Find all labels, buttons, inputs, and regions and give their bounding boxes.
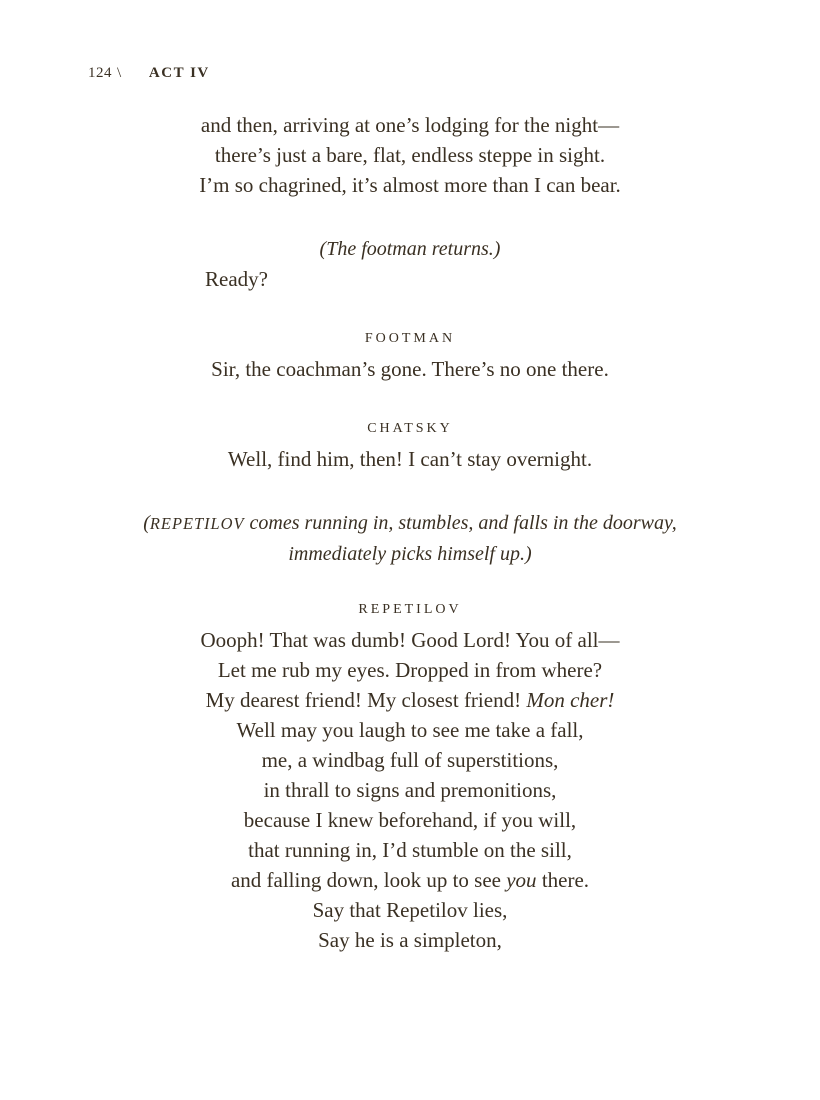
text-segment: because I knew beforehand, if you will, — [243, 808, 577, 832]
stage-line — [0, 234, 820, 264]
stage-direction-repetilov-enters — [0, 508, 820, 569]
text-segment: Well, find him, then! I can’t stay overnight. — [227, 447, 593, 471]
chatsky-speech-continued — [0, 110, 820, 200]
text-segment: and then, arriving at one’s lodging for the night— — [200, 113, 620, 137]
verse-line — [0, 170, 820, 200]
verse-line — [0, 895, 820, 925]
text-segment: ( — [143, 512, 150, 534]
speaker-line — [0, 595, 820, 625]
verse-line — [0, 865, 820, 895]
text-segment: My dearest friend! My closest friend! — [205, 688, 527, 712]
text-segment: Well may you laugh to see me take a fall, — [236, 718, 584, 742]
verse-line — [0, 625, 820, 655]
speaker-repetilov — [0, 595, 820, 625]
stage-line — [0, 508, 820, 539]
speaker-chatsky — [0, 414, 820, 444]
text-segment: FOOTMAN — [364, 331, 456, 346]
text-segment: Mon cher! — [526, 688, 615, 712]
verse-line — [0, 444, 820, 474]
text-segment: Say he is a simpleton, — [318, 928, 502, 952]
page-number: 124 — [88, 65, 112, 81]
text-segment: and falling down, look up to see — [230, 868, 507, 892]
verse-line — [0, 264, 820, 294]
text-segment: Let me rub my eyes. Dropped in from where? — [217, 658, 603, 682]
text-segment: Say that Repetilov lies, — [312, 898, 508, 922]
speaker-line — [0, 414, 820, 444]
verse-line — [0, 925, 820, 955]
text-segment: in thrall to signs and premonitions, — [263, 778, 557, 802]
verse-line — [0, 835, 820, 865]
stage-direction-footman-returns — [0, 234, 820, 264]
verse-line — [0, 715, 820, 745]
text-segment: REPETILOV — [149, 514, 245, 533]
repetilov-speech — [0, 625, 820, 955]
page-header — [0, 62, 820, 84]
text-segment: me, a windbag full of superstitions, — [261, 748, 559, 772]
verse-line — [0, 140, 820, 170]
text-segment: Ready? — [205, 267, 268, 291]
text-segment: CHATSKY — [367, 421, 453, 436]
verse-line — [0, 354, 820, 384]
verse-line — [0, 775, 820, 805]
running-head-act: ACT IV — [148, 65, 210, 81]
text-segment: immediately picks himself up.) — [288, 543, 532, 565]
chatsky-line-ready — [0, 264, 820, 294]
folio-separator: \ — [117, 65, 122, 81]
speaker-line — [0, 324, 820, 354]
verse-line — [0, 685, 820, 715]
text-segment: there. — [536, 868, 590, 892]
text-segment: Sir, the coachman’s gone. There’s no one there. — [211, 357, 609, 381]
footman-speech — [0, 354, 820, 384]
text-segment: (The footman returns.) — [319, 238, 501, 260]
verse-line — [0, 110, 820, 140]
play-text — [0, 110, 820, 955]
text-segment: REPETILOV — [358, 602, 462, 617]
verse-line — [0, 805, 820, 835]
chatsky-speech — [0, 444, 820, 474]
text-segment: you — [506, 868, 537, 892]
speaker-footman — [0, 324, 820, 354]
text-segment: I’m so chagrined, it’s almost more than I can bear. — [199, 173, 621, 197]
verse-line — [0, 655, 820, 685]
verse-line — [0, 745, 820, 775]
text-segment: there’s just a bare, flat, endless steppe in sight. — [214, 143, 606, 167]
text-segment: comes running in, stumbles, and falls in the doorway, — [244, 512, 677, 534]
text-segment: that running in, I’d stumble on the sill, — [248, 838, 572, 862]
stage-line — [0, 539, 820, 569]
text-segment: Oooph! That was dumb! Good Lord! You of all— — [200, 628, 620, 652]
